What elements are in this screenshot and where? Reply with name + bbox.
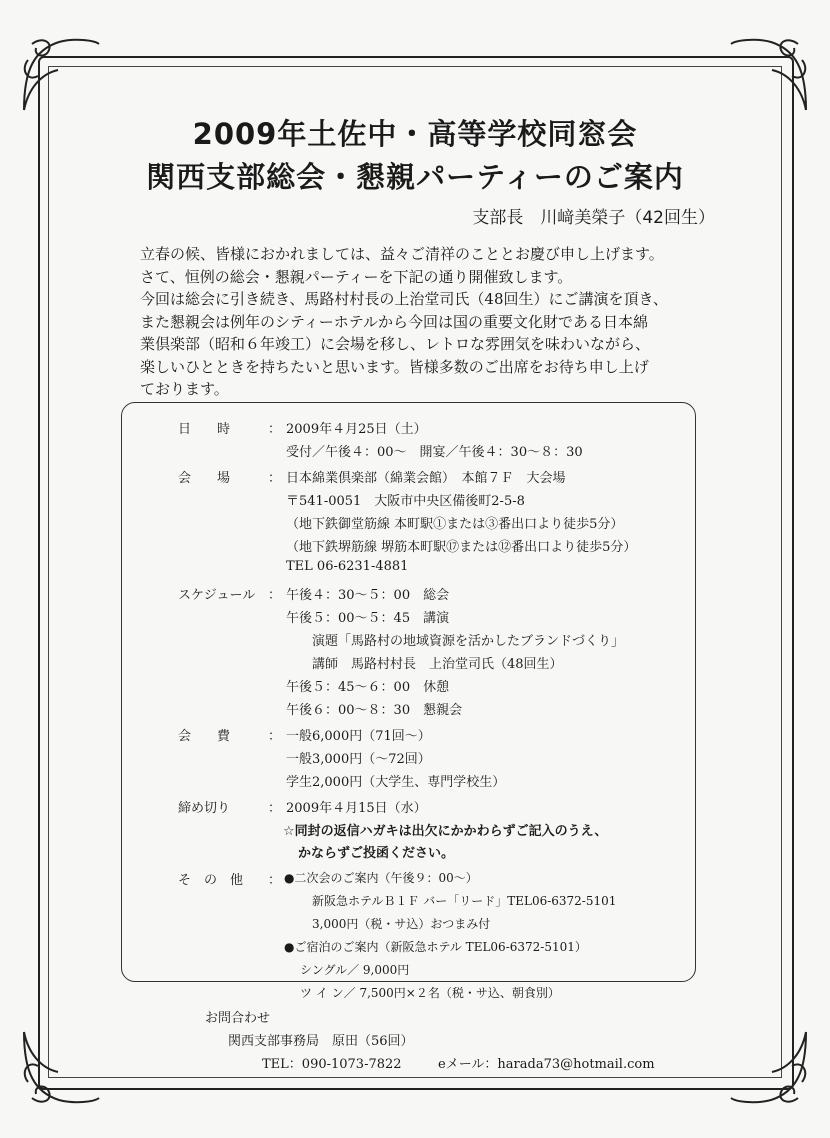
reply-note: ☆同封の返信ハガキは出欠にかかわらずご記入のうえ、 bbox=[283, 824, 608, 839]
venue-tel: TEL 06-6231-4881 bbox=[286, 559, 409, 574]
intro-line: 今回は総会に引き続き、馬路村村長の上治堂司氏（48回生）にご講演を頂き、 bbox=[140, 290, 668, 308]
venue-label: 会 場 bbox=[178, 471, 231, 486]
venue-name: 日本綿業倶楽部（綿業会館） 本館７Ｆ 大会場 bbox=[286, 471, 566, 486]
fee-item: 学生2,000円（大学生、専門学校生） bbox=[286, 775, 506, 790]
hotel-single: シングル／ 9,000円 bbox=[300, 963, 410, 977]
intro-line: 楽しいひとときを持ちたいと思います。皆様多数のご出席をお待ち申し上げ bbox=[140, 357, 649, 376]
title-line-1: 2009年土佐中・高等学校同窓会 bbox=[192, 117, 638, 151]
intro-line: また懇親会は例年のシティーホテルから今回は国の重要文化財である日本綿 bbox=[140, 312, 649, 331]
intro-paragraph bbox=[140, 243, 730, 401]
contact-heading: お問合わせ bbox=[205, 1011, 271, 1026]
intro-line: 立春の候、皆様におかれましては、益々ご清祥のこととお慶び申し上げます。 bbox=[140, 245, 664, 263]
schedule-item: 午後４：30～５：00 総会 bbox=[286, 588, 450, 603]
fee-item: 一般3,000円（～72回） bbox=[286, 752, 431, 767]
contact-office: 関西支部事務局 原田（56回） bbox=[228, 1034, 414, 1049]
colon: ： bbox=[268, 729, 282, 744]
contact-tel: TEL：090-1073-7822 bbox=[262, 1057, 402, 1072]
fee-item: 一般6,000円（71回～） bbox=[286, 729, 431, 744]
schedule-item: 午後５：00～５：45 講演 bbox=[286, 611, 450, 626]
corner-flourish-icon bbox=[726, 1022, 816, 1112]
contact-email[interactable]: eメール：harada73@hotmail.com bbox=[438, 1057, 655, 1072]
lecture-title: 演題「馬路村の地域資源を活かしたブランドづくり」 bbox=[312, 634, 625, 649]
colon: ： bbox=[268, 422, 282, 437]
lecturer: 講師 馬路村村長 上治堂司氏（48回生） bbox=[312, 657, 563, 672]
date-times: 受付／午後４：00～ 開宴／午後４：30～８：30 bbox=[286, 445, 583, 460]
corner-flourish-icon bbox=[14, 30, 104, 120]
intro-line: さて、恒例の総会・懇親パーティーを下記の通り開催致します。 bbox=[140, 267, 573, 286]
schedule-label: スケジュール bbox=[178, 588, 256, 603]
schedule-item: 午後６：00～８：30 懇親会 bbox=[286, 703, 463, 718]
date-label: 日 時 bbox=[178, 422, 231, 437]
intro-line: ております。 bbox=[140, 380, 229, 398]
reply-note: かならずご投函ください。 bbox=[298, 846, 455, 861]
hotel-heading: ●ご宿泊のご案内（新阪急ホテル TEL06-6372-5101） bbox=[284, 940, 587, 954]
deadline-label: 締め切り bbox=[178, 801, 231, 816]
date-value: 2009年４月25日（土） bbox=[286, 422, 427, 437]
colon: ： bbox=[268, 471, 282, 486]
intro-line: 業倶楽部（昭和６年竣工）に会場を移し、レトロな雰囲気を味わいながら、 bbox=[140, 335, 651, 353]
deadline-date: 2009年４月15日（水） bbox=[286, 801, 427, 816]
colon: ： bbox=[268, 873, 282, 888]
afterparty-venue: 新阪急ホテルＢ１Ｆ バー「リード」TEL06-6372-5101 bbox=[312, 894, 617, 908]
other-label: そ の 他 bbox=[178, 873, 244, 888]
schedule-item: 午後５：45～６：00 休憩 bbox=[286, 680, 450, 695]
hotel-twin: ツ イ ン／ 7,500円×２名（税・サ込、朝食別） bbox=[300, 986, 560, 1000]
colon: ： bbox=[268, 588, 282, 603]
venue-access-2: （地下鉄堺筋線 堺筋本町駅⑰または⑫番出口より徒歩5分） bbox=[286, 540, 637, 555]
corner-flourish-icon bbox=[14, 1022, 104, 1112]
venue-access-1: （地下鉄御堂筋線 本町駅①または③番出口より徒歩5分） bbox=[286, 517, 624, 532]
corner-flourish-icon bbox=[726, 30, 816, 120]
venue-address: 〒541-0051 大阪市中央区備後町2-5-8 bbox=[286, 494, 525, 509]
title-line-2: 関西支部総会・懇親パーティーのご案内 bbox=[146, 160, 684, 194]
afterparty-heading: ●二次会のご案内（午後９：00～） bbox=[284, 871, 478, 885]
afterparty-price: 3,000円（税・サ込）おつまみ付 bbox=[312, 917, 491, 931]
author-line: 支部長 川﨑美榮子（42回生） bbox=[472, 208, 715, 228]
fee-label: 会 費 bbox=[178, 729, 231, 744]
colon: ： bbox=[268, 801, 282, 816]
